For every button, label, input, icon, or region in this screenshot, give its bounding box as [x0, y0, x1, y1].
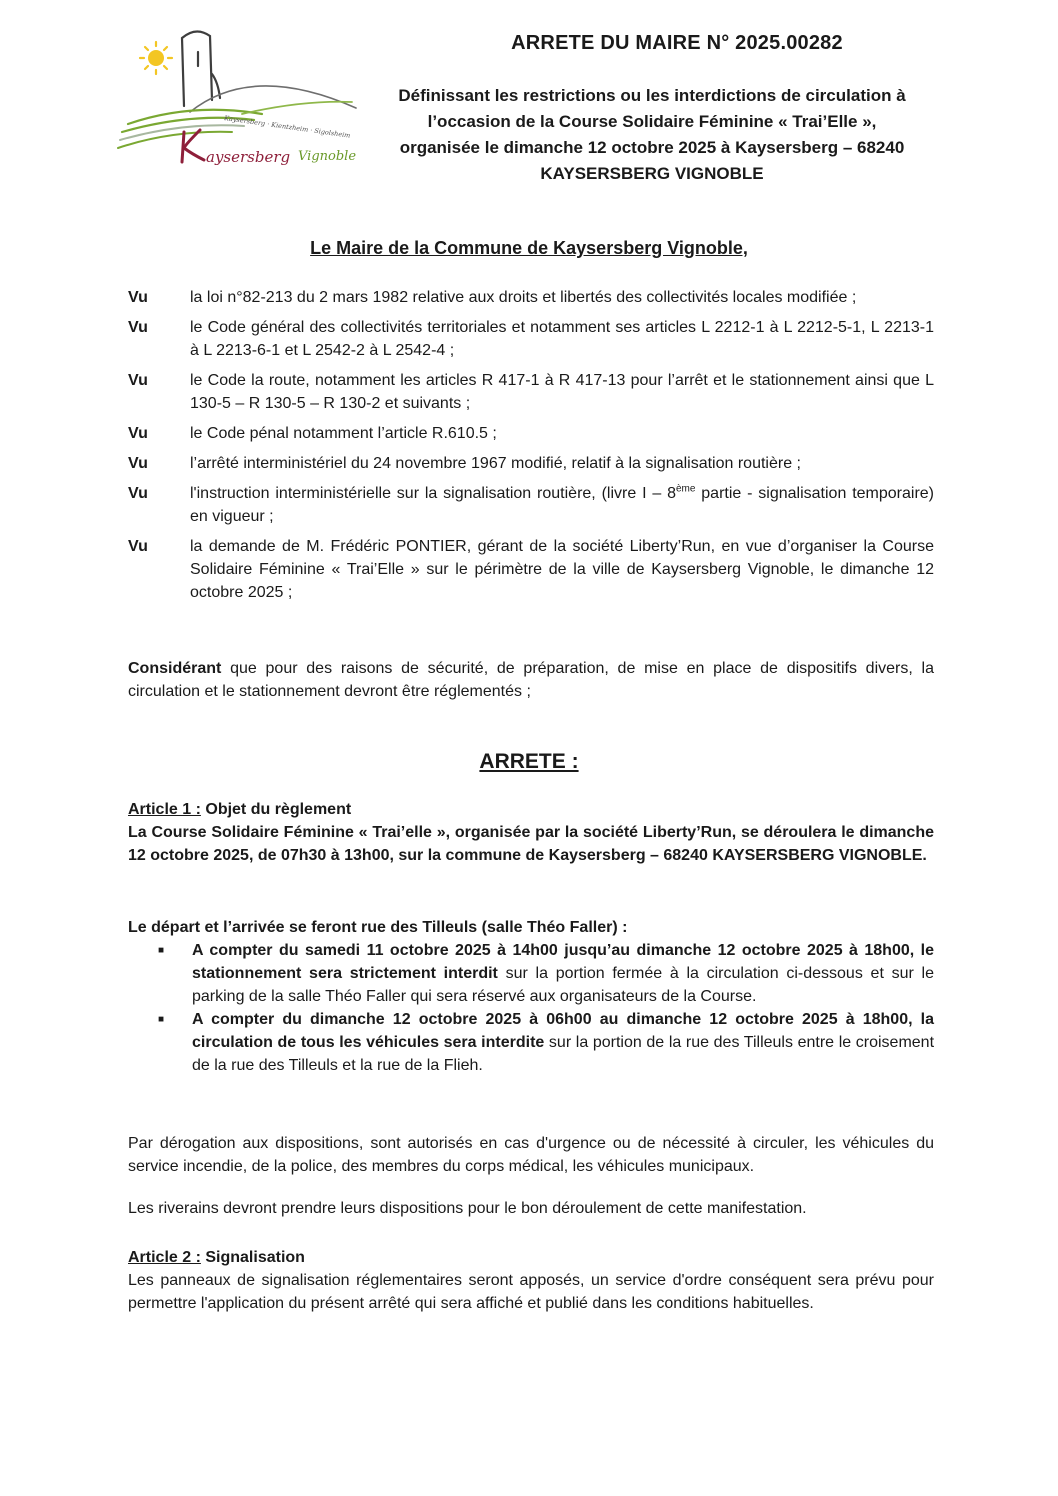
logo-vignoble-text: Vignoble	[298, 149, 357, 164]
vu-text: le Code pénal notamment l’article R.610.5 ;	[190, 425, 497, 442]
derogation-paragraph	[128, 1132, 934, 1178]
vu-text: la loi n°82-213 du 2 mars 1982 relative aux droits et libertés des collectivités locales modifiée ;	[190, 289, 857, 306]
vu-label: Vu	[128, 485, 148, 502]
bullet-bold: A compter du samedi 11 octobre 2025 à 14h00 jusqu’au dimanche 12 octobre 2025 à 18h00, le stationnement sera strictement interdit	[192, 942, 934, 982]
derogation-text: Par dérogation aux dispositions, sont autorisés en cas d'urgence ou de nécessité à circuler, les véhicules du service incendie, de la police, des membres du corps médical, les véhicules municipaux.	[128, 1135, 934, 1175]
start-finish-heading: Le départ et l’arrivée se feront rue des Tilleuls (salle Théo Faller) :	[128, 919, 628, 936]
considerant-label: Considérant	[128, 660, 222, 677]
subtitle-line: KAYSERSBERG VIGNOBLE	[540, 164, 764, 183]
vu-item	[128, 286, 934, 309]
kaysersberg-vignoble-logo	[112, 22, 362, 172]
article-2	[128, 1246, 934, 1315]
vu-item	[128, 452, 934, 475]
vu-item	[128, 316, 934, 362]
vu-label: Vu	[128, 289, 148, 306]
brand-k-icon	[182, 130, 204, 162]
considerant-paragraph	[128, 657, 934, 703]
article-2-title	[128, 1246, 934, 1269]
bullet-icon: ■	[158, 1014, 165, 1025]
arrete-heading: ARRETE :	[479, 750, 579, 773]
article-1-title	[128, 798, 934, 821]
vu-text	[190, 482, 934, 528]
vu-item	[128, 535, 934, 604]
title-block	[372, 30, 932, 187]
start-finish-block	[128, 916, 934, 1077]
bullet-bold: A compter du dimanche 12 octobre 2025 à 06h00 au dimanche 12 octobre 2025 à 18h00, la circulation de tous les véhicules sera interdite	[192, 1011, 934, 1051]
vu-text-part: l'instruction interministérielle sur la signalisation routière, (livre I – 8	[190, 485, 676, 502]
riverains-text: Les riverains devront prendre leurs dispositions pour le bon déroulement de cette manifestation.	[128, 1200, 807, 1217]
vu-label: Vu	[128, 372, 148, 389]
article-label: Article 2 :	[128, 1249, 201, 1266]
vu-text: le Code la route, notamment les articles R 417-1 à R 417-13 pour l’arrêt et le stationnement ainsi que L 130-5 – R 130-5 – R 130-2 et suivants ;	[190, 372, 934, 412]
considerant-text: que pour des raisons de sécurité, de préparation, de mise en place de dispositifs divers, la circulation et le stationnement devront être réglementés ;	[128, 660, 934, 700]
list-item	[128, 939, 934, 1008]
vu-item	[128, 422, 934, 445]
article-title-text: Objet du règlement	[200, 801, 352, 818]
restrictions-list	[128, 939, 934, 1077]
logo-subtitle: Kaysersberg · Kientzheim · Sigolsheim	[223, 114, 351, 140]
article-1	[128, 798, 934, 867]
vu-label: Vu	[128, 455, 148, 472]
vu-text: le Code général des collectivités territoriales et notamment ses articles L 2212-1 à L 2212-5-1, L 2213-1 à L 2213-6-1 et L 2542-2 à L 2542-4 ;	[190, 319, 934, 359]
decree-title: ARRETE DU MAIRE N° 2025.00282	[511, 32, 843, 54]
riverains-paragraph	[128, 1197, 934, 1220]
bullet-rest: sur la portion de la rue des Tilleuls entre le croisement de la rue des Tilleuls et la rue de la Flieh.	[192, 1034, 935, 1074]
mayor-heading: Le Maire de la Commune de Kaysersberg Vignoble,	[310, 238, 748, 258]
vu-text: la demande de M. Frédéric PONTIER, gérant de la société Liberty’Run, en vue d’organiser la Course Solidaire Féminine « Trai’Elle » sur le périmètre de la ville de Kaysersberg Vignoble, le dimanche 12 octobre 2025 ;	[190, 538, 934, 601]
logo-brand-text: aysersberg	[206, 148, 291, 166]
vu-item	[128, 482, 934, 528]
bullet-icon: ■	[158, 945, 165, 956]
bullet-rest: sur la portion fermée à la circulation ci-dessous et sur le parking de la salle Théo Faller qui sera réservé aux organisateurs de la Course.	[192, 965, 934, 1005]
article-label: Article 1 :	[128, 801, 201, 818]
vu-list	[128, 286, 934, 611]
decree-subtitle	[372, 83, 932, 187]
castle-tower-icon	[182, 31, 220, 106]
bullet-text	[192, 939, 934, 1008]
subtitle-line: organisée le dimanche 12 octobre 2025 à Kaysersberg – 68240	[399, 138, 905, 157]
vu-text: l’arrêté interministériel du 24 novembre 1967 modifié, relatif à la signalisation routière ;	[190, 455, 801, 472]
vu-text-part: partie - signalisation temporaire) en vigueur ;	[190, 485, 934, 525]
list-item	[128, 1008, 934, 1077]
bullet-text	[192, 1008, 934, 1077]
vu-label: Vu	[128, 425, 148, 442]
article-2-text: Les panneaux de signalisation réglementaires seront apposés, un service d'ordre conséquent sera prévu pour permettre l'application du présent arrêté qui sera affiché et publié dans les conditions habituelles.	[128, 1272, 934, 1312]
subtitle-line: Définissant les restrictions ou les interdictions de circulation à	[398, 86, 906, 105]
article-title-text: Signalisation	[200, 1249, 305, 1266]
subtitle-line: l’occasion de la Course Solidaire Féminine « Trai’Elle »,	[427, 112, 877, 131]
vu-item	[128, 369, 934, 415]
vu-label: Vu	[128, 538, 148, 555]
article-1-intro: La Course Solidaire Féminine « Trai’elle », organisée par la société Liberty’Run, se déroulera le dimanche 12 octobre 2025, de 07h30 à 13h00, sur la commune de Kaysersberg – 68240 KAYSERSBERG VIGNOBLE.	[128, 824, 934, 864]
sun-icon	[140, 42, 172, 74]
vu-label: Vu	[128, 319, 148, 336]
superscript: ème	[675, 483, 696, 495]
